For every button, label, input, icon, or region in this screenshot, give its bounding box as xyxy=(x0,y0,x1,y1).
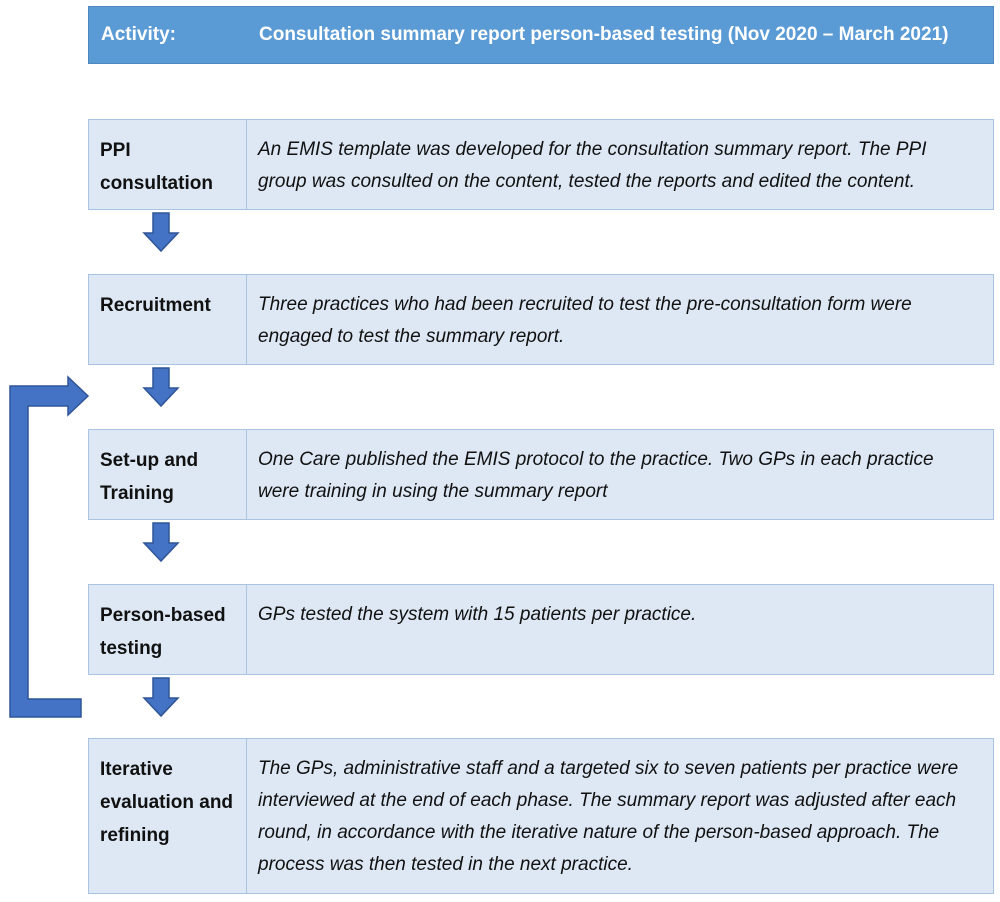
step-recruitment xyxy=(88,274,994,365)
activity-label: Activity: xyxy=(101,24,176,45)
step-label: Set-up and Training xyxy=(89,430,247,519)
down-arrow-icon xyxy=(143,677,179,717)
step-description: The GPs, administrative staff and a targeted six to seven patients per practice were interviewed at the end of each phase. The summary report was adjusted after each round, in accordance with the iterative nature of the person-based approach. The process was then tested in the next practice. xyxy=(258,758,959,875)
step-setup-training xyxy=(88,429,994,520)
step-description: One Care published the EMIS protocol to the practice. Two GPs in each practice were training in using the summary report xyxy=(258,449,934,502)
step-label: PPI consultation xyxy=(89,120,247,209)
step-label: Recruitment xyxy=(89,275,247,364)
step-description: Three practices who had been recruited to test the pre-consultation form were engaged to test the summary report. xyxy=(258,294,912,347)
activity-header xyxy=(88,6,994,64)
step-description: An EMIS template was developed for the consultation summary report. The PPI group was consulted on the content, tested the reports and edited the content. xyxy=(258,139,927,192)
step-label: Person-based testing xyxy=(89,585,247,674)
down-arrow-icon xyxy=(143,522,179,562)
activity-title: Consultation summary report person-based testing (Nov 2020 – March 2021) xyxy=(259,24,949,45)
loop-back-arrow-icon xyxy=(0,0,100,902)
step-label: Iterative evaluation and refining xyxy=(89,739,247,893)
step-ppi-consultation xyxy=(88,119,994,210)
down-arrow-icon xyxy=(143,212,179,252)
step-description: GPs tested the system with 15 patients per practice. xyxy=(258,604,697,625)
step-person-based-testing xyxy=(88,584,994,675)
down-arrow-icon xyxy=(143,367,179,407)
step-iterative-evaluation xyxy=(88,738,994,894)
